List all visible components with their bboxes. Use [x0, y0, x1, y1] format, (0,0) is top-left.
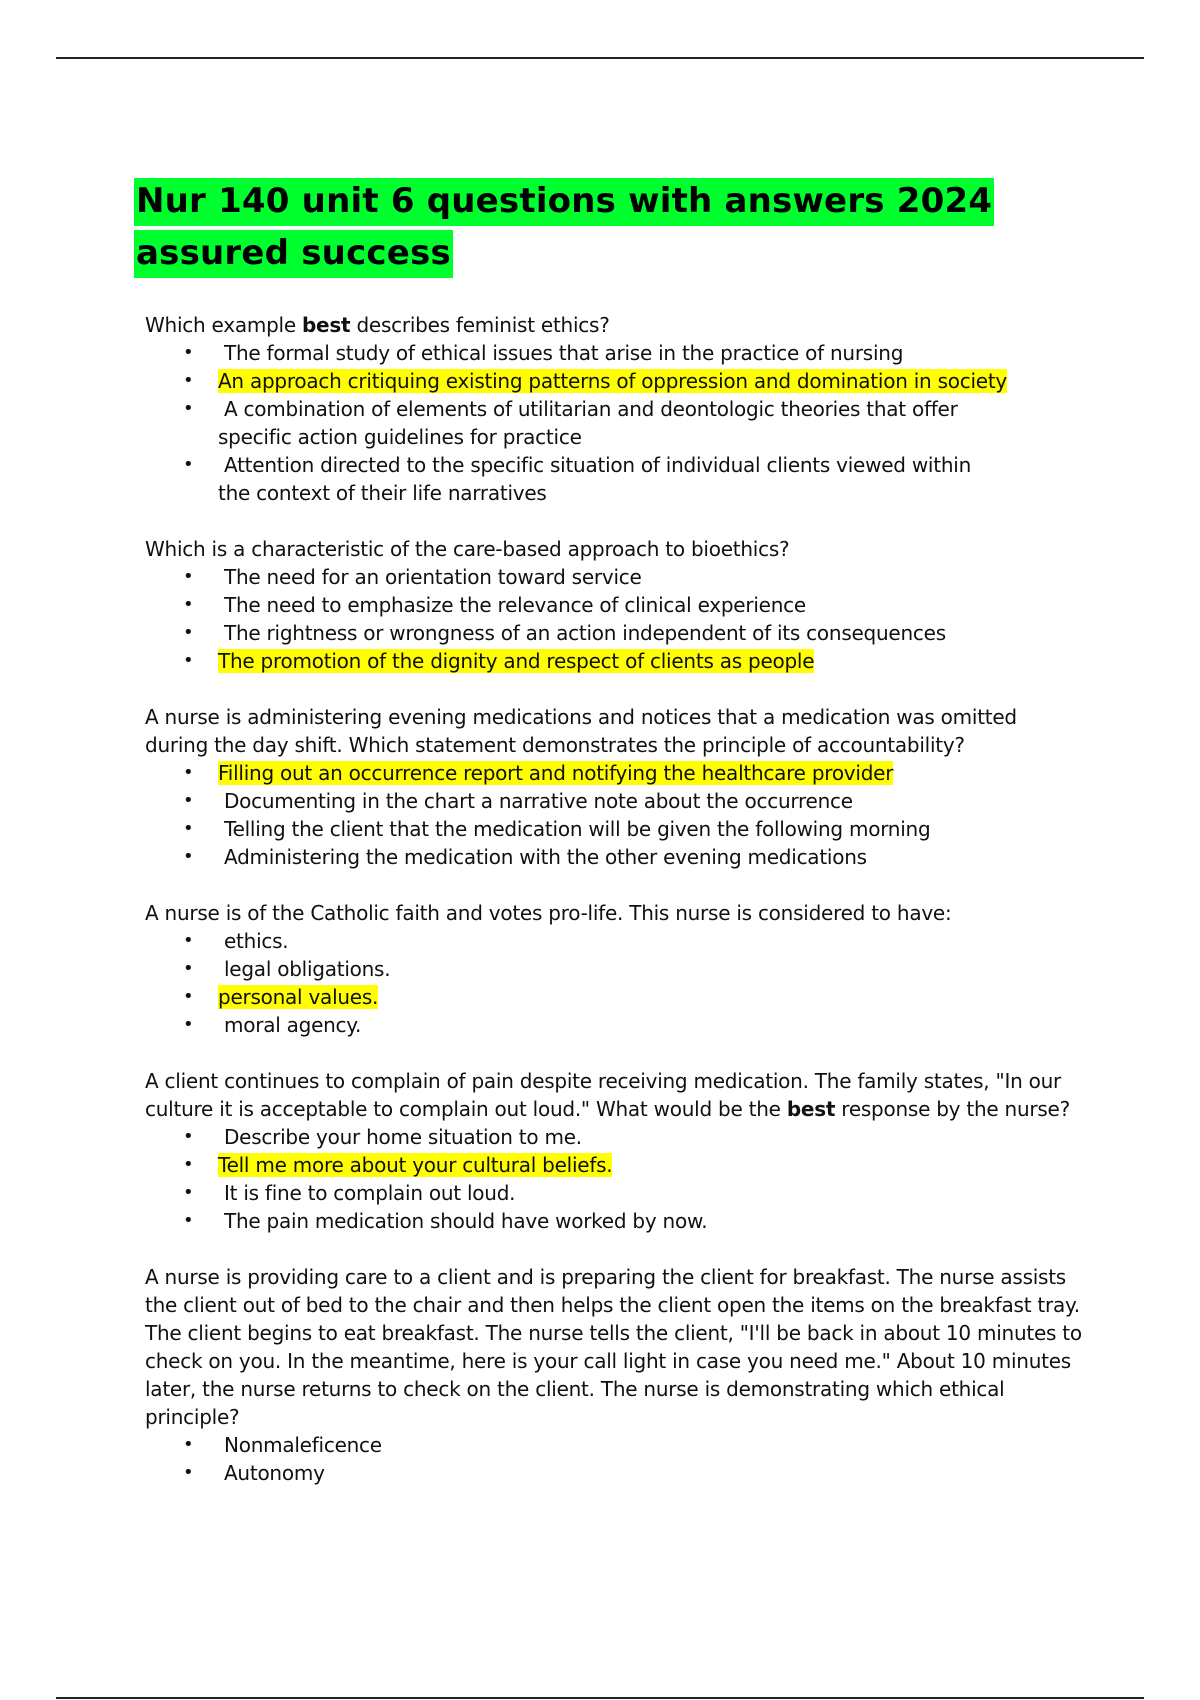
answer-option: • moral agency. — [218, 1011, 1085, 1039]
answer-option: • The rightness or wrongness of an action independent of its consequences — [218, 619, 1085, 647]
question-3 — [145, 703, 1085, 871]
answer-list — [145, 1123, 1085, 1235]
answer-option: • Telling the client that the medication will be given the following morning — [218, 815, 1085, 843]
question-6 — [145, 1263, 1085, 1487]
question-text: A nurse is providing care to a client and is preparing the client for breakfast. The nurse assists the client out of bed to the chair and then helps the client open the items on the breakfast tray. The client begins to eat breakfast. The nurse tells the client, "I'll be back in about 10 minutes to check on you. In the meantime, here is your call light in case you need me." About 10 minutes later, the nurse returns to check on the client. The nurse is demonstrating which ethical principle? — [145, 1265, 1082, 1429]
question-5 — [145, 1067, 1085, 1235]
question-text: A nurse is of the Catholic faith and votes pro-life. This nurse is considered to have: — [145, 901, 952, 925]
answer-list — [145, 927, 1085, 1039]
answer-option: • Documenting in the chart a narrative note about the occurrence — [218, 787, 1085, 815]
answer-list — [145, 1431, 1085, 1487]
answer-option: • The need to emphasize the relevance of clinical experience — [218, 591, 1085, 619]
question-1 — [145, 311, 1085, 507]
answer-option-highlighted: • Filling out an occurrence report and notifying the healthcare provider — [218, 759, 1085, 787]
question-text: A client continues to complain of pain despite receiving medication. The family states, "In our culture it is acceptable to complain out loud." What would be the best response by the nurse? — [145, 1069, 1070, 1121]
question-text: A nurse is administering evening medications and notices that a medication was omitted during the day shift. Which statement demonstrates the principle of accountability? — [145, 705, 1017, 757]
answer-option: • legal obligations. — [218, 955, 1085, 983]
answer-option: • Describe your home situation to me. — [218, 1123, 1085, 1151]
answer-option: • The need for an orientation toward service — [218, 563, 1085, 591]
answer-option: • The pain medication should have worked by now. — [218, 1207, 1085, 1235]
bottom-rule — [56, 1697, 1144, 1699]
answer-option: • The formal study of ethical issues that arise in the practice of nursing — [218, 339, 1085, 367]
answer-option-highlighted: • Tell me more about your cultural beliefs. — [218, 1151, 1085, 1179]
answer-option: • Administering the medication with the other evening medications — [218, 843, 1085, 871]
answer-list — [145, 339, 1085, 507]
answer-list — [145, 759, 1085, 871]
answer-option-highlighted: • An approach critiquing existing patterns of oppression and domination in society — [218, 367, 1085, 395]
question-2 — [145, 535, 1085, 675]
answer-option: • ethics. — [218, 927, 1085, 955]
question-4 — [145, 899, 1085, 1039]
answer-option: • A combination of elements of utilitarian and deontologic theories that offer specific action guidelines for practice — [218, 395, 988, 451]
answer-option-highlighted: • The promotion of the dignity and respect of clients as people — [218, 647, 1085, 675]
question-list — [145, 311, 1085, 1515]
question-text: Which is a characteristic of the care-based approach to bioethics? — [145, 537, 790, 561]
answer-list — [145, 563, 1085, 675]
top-rule — [56, 57, 1144, 59]
question-text: Which example best describes feminist ethics? — [145, 313, 610, 337]
document-title — [134, 175, 1034, 279]
answer-option: • Autonomy — [218, 1459, 1085, 1487]
answer-option-highlighted: • personal values. — [218, 983, 1085, 1011]
answer-option: • Nonmaleficence — [218, 1431, 1085, 1459]
answer-option: • Attention directed to the specific situation of individual clients viewed within the context of their life narratives — [218, 451, 988, 507]
title-highlight: Nur 140 unit 6 questions with answers 2024 assured success — [134, 178, 994, 278]
answer-option: • It is fine to complain out loud. — [218, 1179, 1085, 1207]
